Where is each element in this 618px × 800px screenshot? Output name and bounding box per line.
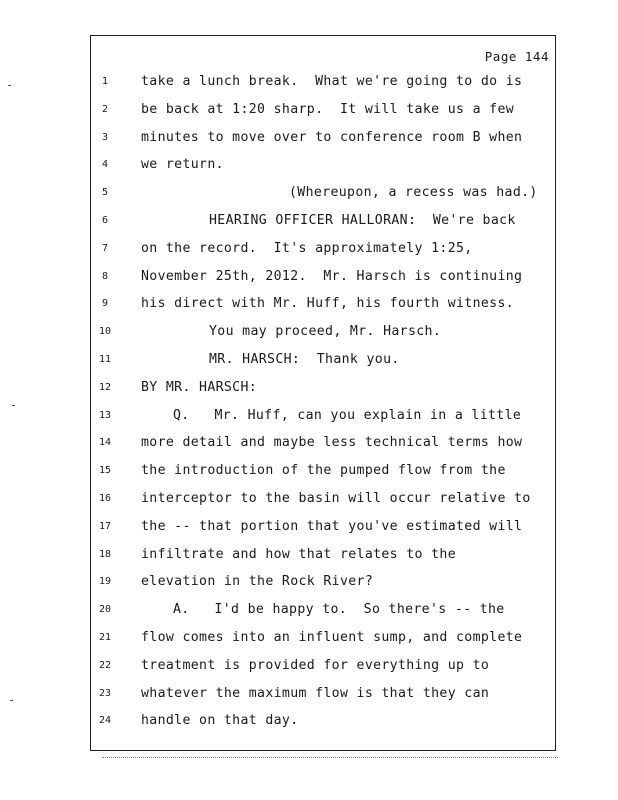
line-number: 16 <box>98 492 112 504</box>
line-number: 6 <box>101 214 109 226</box>
line-text: treatment is provided for everything up to <box>141 657 490 673</box>
line-number: 2 <box>101 103 109 115</box>
line-text: whatever the maximum flow is that they can <box>141 685 490 701</box>
transcript-line <box>91 568 555 596</box>
line-text: be back at 1:20 sharp. It will take us a few <box>141 101 515 117</box>
transcript-line <box>91 680 555 708</box>
line-number: 18 <box>98 548 112 560</box>
line-text: the -- that portion that you've estimated will <box>141 518 523 534</box>
line-text: (Whereupon, a recess was had.) <box>289 185 538 201</box>
transcript-lines <box>91 68 555 735</box>
scan-bottom-rule <box>102 757 558 758</box>
line-text: MR. HARSCH: Thank you. <box>209 351 400 367</box>
transcript-line <box>91 235 555 263</box>
line-text: HEARING OFFICER HALLORAN: We're back <box>209 212 516 228</box>
transcript-line <box>91 457 555 485</box>
transcript-line <box>91 290 555 318</box>
line-text: on the record. It's approximately 1:25, <box>141 240 473 256</box>
line-number: 10 <box>98 326 112 338</box>
transcript-line <box>91 68 555 96</box>
line-text: take a lunch break. What we're going to do is <box>141 74 523 89</box>
scan-mark <box>12 405 15 406</box>
scan-mark <box>10 700 13 701</box>
line-number: 13 <box>98 409 112 421</box>
line-text: the introduction of the pumped flow from the <box>141 463 506 479</box>
line-text: interceptor to the basin will occur relative to <box>141 490 531 506</box>
line-number: 4 <box>101 159 109 171</box>
transcript-line <box>91 429 555 457</box>
transcript-line <box>91 263 555 291</box>
transcript-page <box>90 35 556 751</box>
line-text: Q. Mr. Huff, can you explain in a little <box>173 407 522 423</box>
line-text: his direct with Mr. Huff, his fourth witness. <box>141 296 515 312</box>
line-number: 9 <box>101 298 109 310</box>
line-number: 5 <box>101 187 109 199</box>
transcript-line <box>91 151 555 179</box>
line-number: 1 <box>101 76 109 87</box>
transcript-line <box>91 624 555 652</box>
line-number: 12 <box>98 381 112 393</box>
line-text: infiltrate and how that relates to the <box>141 546 457 562</box>
line-number: 21 <box>98 631 112 643</box>
transcript-line <box>91 207 555 235</box>
transcript-line <box>91 541 555 569</box>
line-number: 14 <box>98 437 112 449</box>
line-number: 11 <box>98 353 112 365</box>
line-number: 7 <box>101 242 109 254</box>
scan-mark <box>8 85 11 86</box>
line-text: flow comes into an influent sump, and complete <box>141 629 523 645</box>
transcript-line <box>91 652 555 680</box>
line-number: 15 <box>98 465 112 477</box>
line-text: November 25th, 2012. Mr. Harsch is continuing <box>141 268 523 284</box>
line-text: more detail and maybe less technical terms how <box>141 435 523 451</box>
transcript-line <box>91 707 555 735</box>
line-number: 20 <box>98 604 112 616</box>
line-number: 3 <box>101 131 109 143</box>
line-number: 19 <box>98 576 112 588</box>
line-text: minutes to move over to conference room B when <box>141 129 523 145</box>
line-text: elevation in the Rock River? <box>141 574 374 590</box>
line-text: You may proceed, Mr. Harsch. <box>209 324 442 340</box>
transcript-line <box>91 318 555 346</box>
line-number: 24 <box>98 715 112 727</box>
transcript-line <box>91 485 555 513</box>
line-text: we return. <box>141 157 224 173</box>
line-number: 23 <box>98 687 112 699</box>
line-text: handle on that day. <box>141 713 299 729</box>
line-number: 17 <box>98 520 112 532</box>
transcript-line <box>91 179 555 207</box>
line-number: 22 <box>98 659 112 671</box>
transcript-line <box>91 402 555 430</box>
line-text: A. I'd be happy to. So there's -- the <box>173 602 505 618</box>
page-number: Page 144 <box>484 49 549 64</box>
transcript-line <box>91 513 555 541</box>
transcript-line <box>91 346 555 374</box>
line-number: 8 <box>101 270 109 282</box>
line-text: BY MR. HARSCH: <box>141 379 258 395</box>
transcript-line <box>91 596 555 624</box>
transcript-line <box>91 96 555 124</box>
transcript-line <box>91 374 555 402</box>
transcript-line <box>91 124 555 152</box>
